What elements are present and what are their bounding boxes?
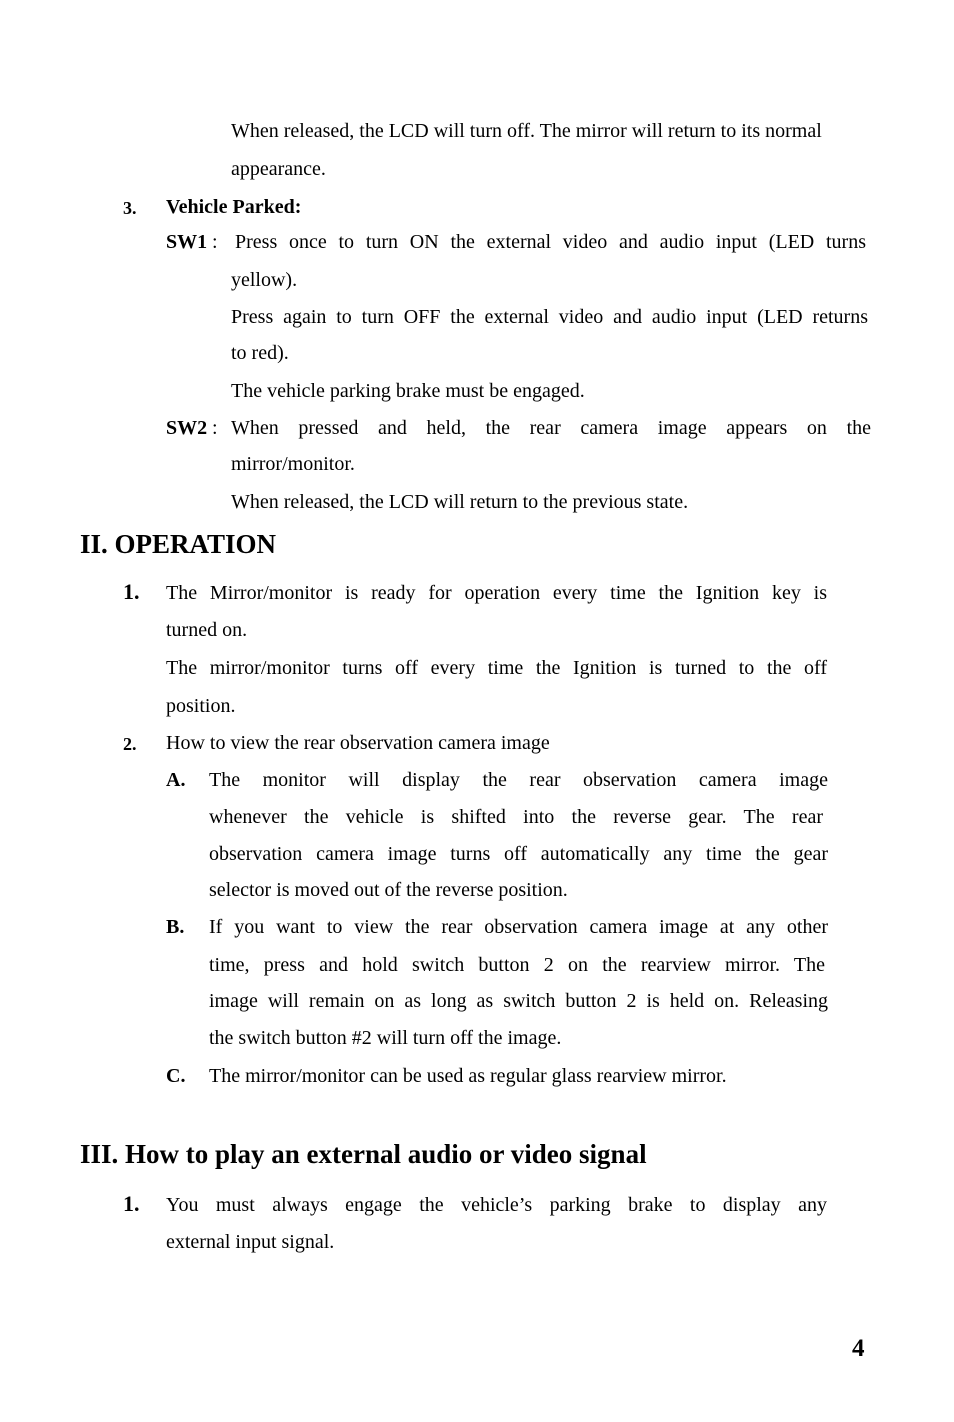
- operation-heading: II. OPERATION: [80, 529, 277, 559]
- sw1-label: SW1: [166, 231, 208, 253]
- external-heading: III. How to play an external audio or video signal: [80, 1139, 647, 1169]
- subitem-a-line-2: whenever the vehicle is shifted into the reverse gear. The rear: [209, 806, 823, 828]
- sw1-line-2: yellow).: [231, 269, 298, 291]
- operation-item-2-number: 2.: [123, 734, 137, 754]
- operation-item-2-text: How to view the rear observation camera image: [166, 732, 550, 754]
- subitem-b-line-1: If you want to view the rear observation camera image at any other: [209, 916, 828, 938]
- subitem-b-line-3: image will remain on as long as switch button 2 is held on. Releasing: [209, 990, 828, 1012]
- external-item-1-line-1: You must always engage the vehicle’s parking brake to display any: [166, 1194, 827, 1216]
- subitem-a-label: A.: [166, 769, 186, 791]
- external-item-1-line-2: external input signal.: [166, 1231, 335, 1253]
- sw1-colon: :: [212, 231, 218, 253]
- sw2-line-3: When released, the LCD will return to the previous state.: [231, 491, 689, 513]
- subitem-c-text: The mirror/monitor can be used as regular glass rearview mirror.: [209, 1065, 727, 1087]
- subitem-c-label: C.: [166, 1065, 186, 1087]
- subitem-b-line-2: time, press and hold switch button 2 on the rearview mirror. The: [209, 954, 825, 976]
- operation-item-1-line-3: The mirror/monitor turns off every time the Ignition is turned to the off: [166, 657, 827, 679]
- sw2-line-1: When pressed and held, the rear camera image appears on the: [231, 417, 871, 439]
- intro-line-2: appearance.: [231, 158, 326, 180]
- operation-item-1-line-1: The Mirror/monitor is ready for operation every time the Ignition key is: [166, 582, 827, 604]
- sw1-line-4: to red).: [231, 342, 289, 364]
- sw1-line-5: The vehicle parking brake must be engaged.: [231, 380, 585, 402]
- operation-item-1-number: 1.: [123, 579, 140, 604]
- subitem-a-line-3: observation camera image turns off automatically any time the gear: [209, 843, 828, 865]
- sw1-line-1: Press once to turn ON the external video and audio input (LED turns: [235, 231, 866, 253]
- page-number: 4: [852, 1335, 865, 1362]
- sw2-colon: :: [212, 417, 218, 439]
- sw2-label: SW2: [166, 417, 208, 439]
- intro-line-1: When released, the LCD will turn off. The mirror will return to its normal: [231, 120, 822, 142]
- parked-title: Vehicle Parked:: [166, 196, 302, 218]
- subitem-a-line-4: selector is moved out of the reverse position.: [209, 879, 568, 901]
- subitem-a-line-1: The monitor will display the rear observation camera image: [209, 769, 828, 791]
- operation-item-1-line-4: position.: [166, 695, 236, 717]
- external-item-1-number: 1.: [123, 1191, 140, 1216]
- parked-number: 3.: [123, 198, 137, 218]
- sw2-line-2: mirror/monitor.: [231, 453, 355, 475]
- sw1-line-3: Press again to turn OFF the external video and audio input (LED returns: [231, 306, 868, 328]
- operation-item-1-line-2: turned on.: [166, 619, 248, 641]
- subitem-b-line-4: the switch button #2 will turn off the image.: [209, 1027, 562, 1049]
- subitem-b-label: B.: [166, 916, 185, 938]
